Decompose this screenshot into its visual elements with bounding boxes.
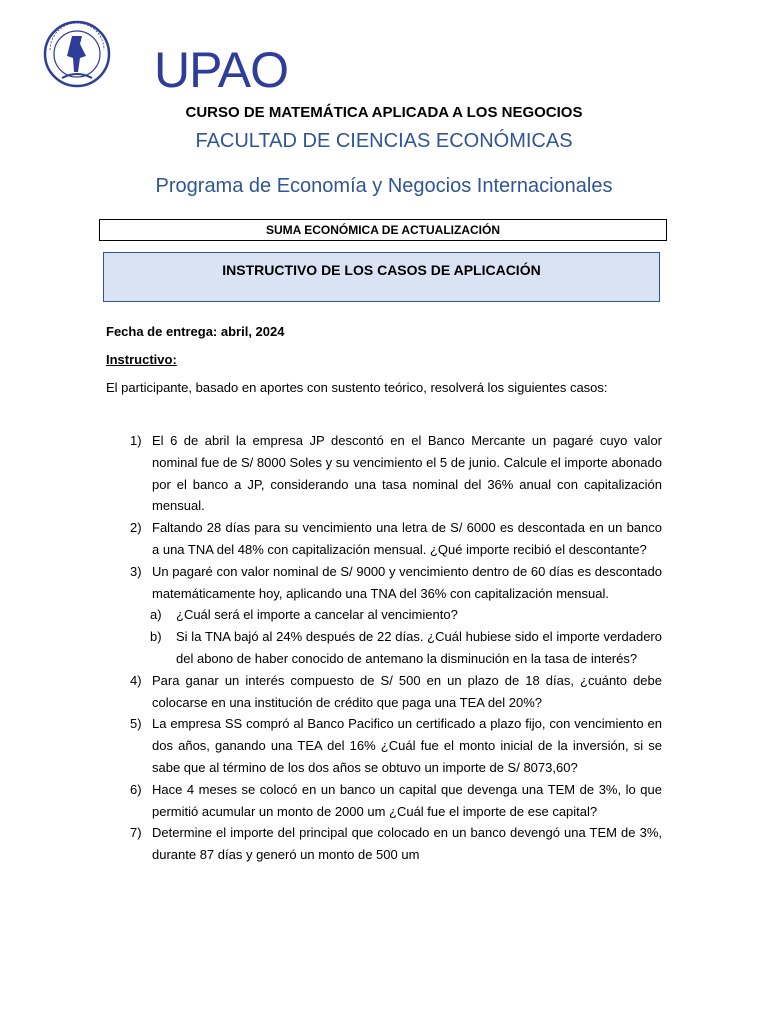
item-text: Determine el importe del principal que colocado en un banco devengó una TEM de 3%, durante 87 días y generó un monto de 500 um [152, 825, 662, 863]
instructive-title-box: INSTRUCTIVO DE LOS CASOS DE APLICACIÓN [103, 252, 660, 302]
item-text: El 6 de abril la empresa JP descontó en el Banco Mercante un pagaré cuyo valor nominal fue de S/ 8000 Soles y su vencimiento el 5 de junio. Calcule el importe abonado por el banco a JP, considerando una tasa nominal del 36% anual con capitalización mensual. [152, 433, 662, 514]
item-number: 2) [130, 520, 142, 536]
intro-text: El participante, basado en aportes con sustento teórico, resolverá los siguientes casos: [106, 380, 608, 395]
course-title: CURSO DE MATEMÁTICA APLICADA A LOS NEGOCIOS [185, 104, 583, 121]
list-item [106, 779, 662, 823]
list-item [106, 713, 662, 778]
faculty-title: FACULTAD DE CIENCIAS ECONÓMICAS [195, 130, 573, 152]
sub-item [130, 626, 662, 670]
item-number: 7) [130, 825, 142, 841]
item-number: 3) [130, 563, 142, 579]
delivery-date: Fecha de entrega: abril, 2024 [106, 324, 285, 339]
sub-item [130, 604, 662, 626]
list-item [106, 822, 662, 866]
sub-item-text: Si la TNA bajó al 24% después de 22 días. ¿Cuál hubiese sido el importe verdadero del abono de haber conocido de antemano la disminución en la tasa de interés? [176, 629, 662, 666]
subtitle-box: SUMA ECONÓMICA DE ACTUALIZACIÓN [99, 219, 667, 241]
item-number: 4) [130, 672, 142, 688]
item-text: Para ganar un interés compuesto de S/ 500 en un plazo de 18 días, ¿cuánto debe colocarse en una institución de crédito que paga una TEA del 20%? [152, 672, 662, 710]
item-text: La empresa SS compró al Banco Pacifico un certificado a plazo fijo, con vencimiento en dos años, ganando una TEA del 16% ¿Cuál fue el monto inicial de la inversión, si se sabe que al término de los dos años se obtuvo un importe de S/ 8073,60? [152, 716, 662, 775]
list-item [106, 561, 662, 605]
program-title: Programa de Economía y Negocios Internacionales [155, 175, 613, 197]
list-item [106, 430, 662, 517]
list-item [106, 670, 662, 714]
item-number: 1) [130, 433, 142, 448]
item-text: Hace 4 meses se colocó en un banco un capital que devenga una TEM de 3%, lo que permitió acumular un monto de 2000 um ¿Cuál fue el importe de ese capital? [152, 781, 662, 819]
item-text: Faltando 28 días para su vencimiento una letra de S/ 6000 es descontada en un banco a una TNA del 48% con capitalización mensual. ¿Qué importe recibió el descontante? [152, 520, 662, 557]
logo-text: UPAO [154, 42, 288, 98]
instructivo-heading: Instructivo: [106, 352, 177, 367]
university-seal-icon [42, 14, 112, 100]
sub-item-label: b) [150, 629, 162, 645]
item-text: Un pagaré con valor nominal de S/ 9000 y vencimiento dentro de 60 días es descontado matemáticamente hoy, aplicando una TNA del 36% con capitalización mensual. [152, 563, 662, 601]
upao-logo [42, 14, 288, 100]
item-number: 5) [130, 716, 142, 732]
cases-list [106, 430, 662, 866]
sub-item-label: a) [150, 607, 162, 623]
list-item [106, 517, 662, 561]
item-number: 6) [130, 781, 142, 797]
sub-item-text: ¿Cuál será el importe a cancelar al vencimiento? [176, 607, 458, 623]
